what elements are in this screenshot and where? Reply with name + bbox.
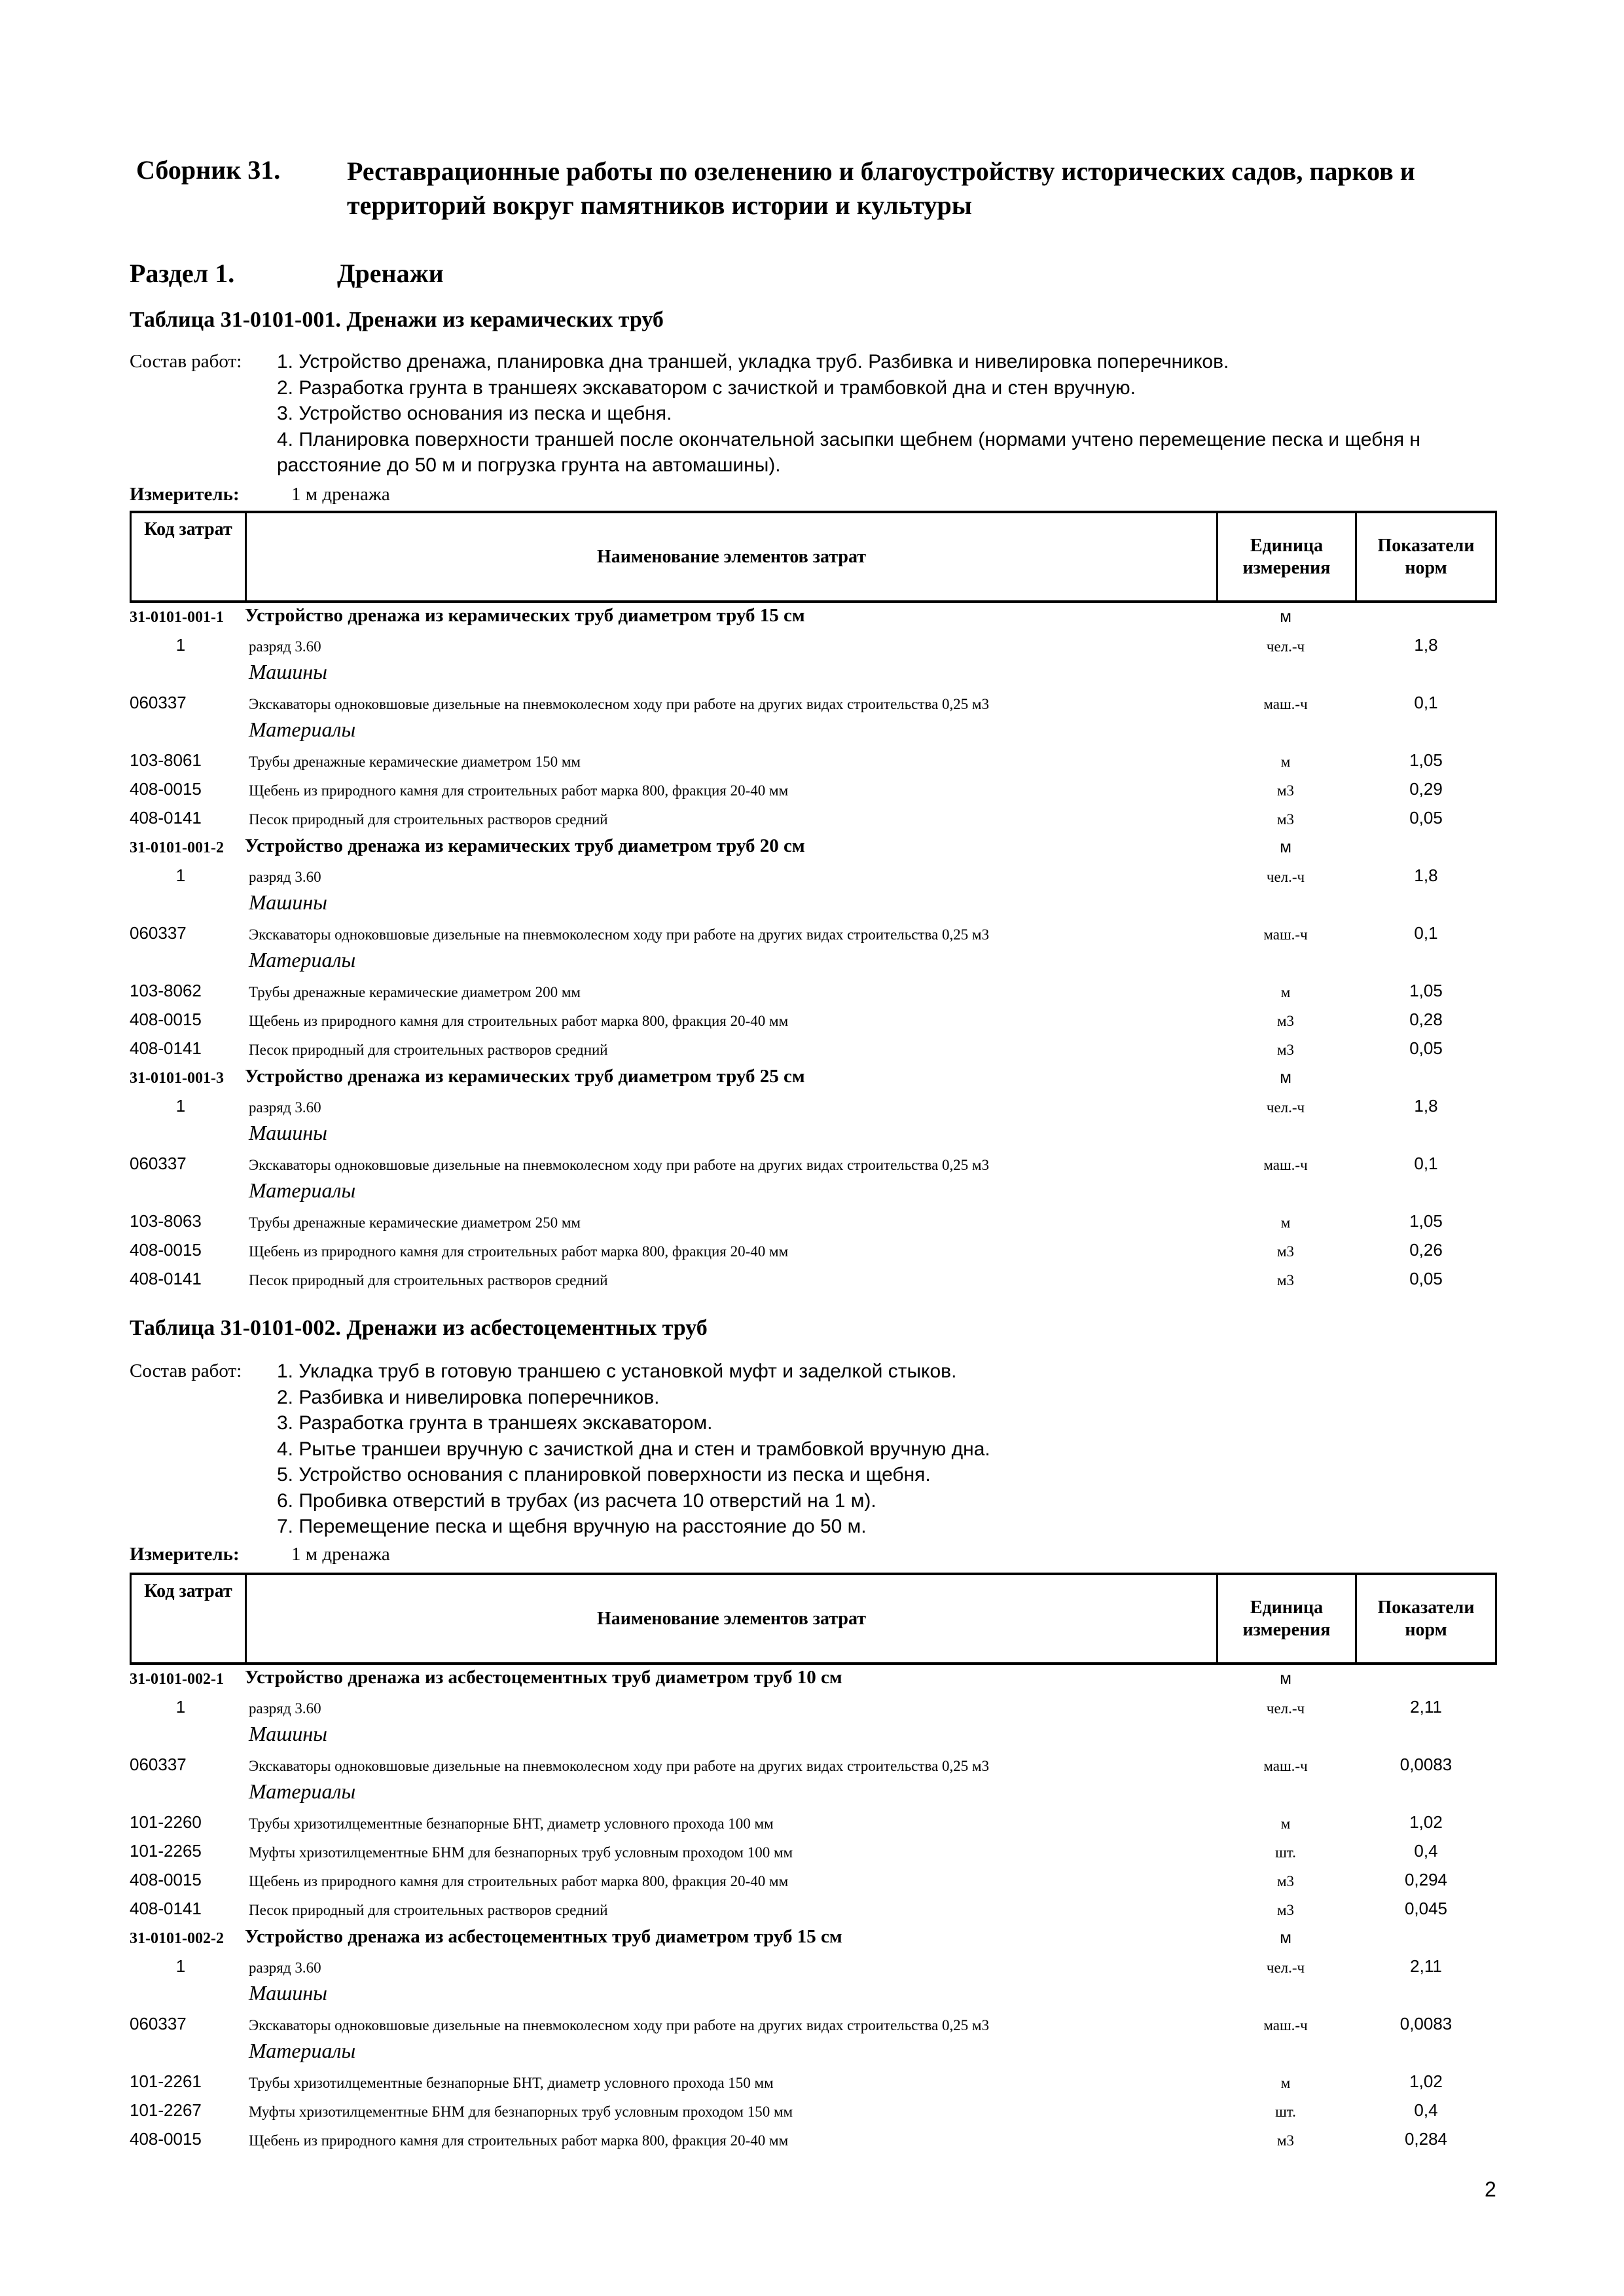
unit: м [1280,2075,1291,2091]
table-row [130,684,1497,713]
unit: м [1280,1927,1291,1947]
cost-code: 1 [175,1096,186,1116]
unit: чел.-ч [1266,869,1305,885]
composition-list [277,349,1488,479]
unit: м [1280,606,1291,626]
composition-label: Состав работ: [130,351,242,372]
cost-name: Машины [249,1121,327,1144]
table-row-category [130,1717,1497,1746]
table-row [130,742,1497,771]
cost-code: 1 [175,866,186,885]
cost-name: Щебень из природного камня для строительных работ марка 800, фракция 20-40 мм [249,1873,789,1889]
table-body [130,598,1497,1289]
unit: м3 [1276,1042,1295,1058]
cost-code: 408-0141 [130,1269,202,1288]
cost-code: 408-0015 [130,1870,202,1889]
cost-code: 408-0141 [130,1899,202,1918]
cost-name: Экскаваторы одноковшовые дизельные на пневмоколесном ходу при работе на других видах строительства 0,25 м3 [249,1758,990,1774]
cost-name: Песок природный для строительных растворов средний [249,811,608,828]
table-row [130,1260,1497,1289]
table-row [130,1087,1497,1116]
cost-code: 31-0101-001-3 [130,1070,224,1087]
cost-code: 101-2267 [130,2100,202,2120]
unit: шт. [1275,2104,1296,2120]
table-row [130,1804,1497,1832]
table-row-category [130,1174,1497,1203]
cost-name: Устройство дренажа из керамических труб диаметром труб 20 см [245,835,805,856]
unit: м [1280,1668,1291,1688]
cost-name: разряд 3.60 [249,869,321,885]
meter-label: Измеритель: [130,484,240,505]
table-header [130,1573,1497,1665]
cost-code: 1 [175,1956,186,1976]
section-label: Раздел 1. [130,259,235,288]
header-unit: Единица измерения [1218,513,1357,600]
header-value: Показатели норм [1377,1597,1475,1640]
unit: маш.-ч [1263,1758,1308,1774]
cost-name: Устройство дренажа из керамических труб диаметром труб 25 см [245,1066,805,1087]
cost-name: разряд 3.60 [249,1959,321,1976]
composition-item: 3. Разработка грунта в траншеях экскаватором. [277,1412,713,1434]
composition-item: 7. Перемещение песка и щебня вручную на расстояние до 50 м. [277,1516,867,1537]
table-header [130,511,1497,603]
norm-value: 1,8 [1414,866,1438,885]
composition-item: 2. Разработка грунта в траншеях экскаватором с зачисткой и трамбовкой дна и стен вручную. [277,376,1136,399]
cost-name: Машины [249,660,327,683]
cost-name: Трубы дренажные керамические диаметром 250 мм [249,1214,581,1231]
table-row-category [130,886,1497,915]
cost-name: разряд 3.60 [249,1099,321,1116]
unit: м3 [1276,1902,1295,1918]
norm-value: 1,8 [1414,1096,1438,1116]
table-row-norm [130,1919,1497,1948]
table-row [130,627,1497,655]
cost-name: Устройство дренажа из асбестоцементных труб диаметром труб 10 см [245,1667,842,1688]
table-body [130,1660,1497,2149]
table-row [130,972,1497,1001]
unit: м [1280,1815,1291,1832]
cost-name: Песок природный для строительных растворов средний [249,1272,608,1288]
cost-code: 103-8063 [130,1211,202,1231]
norm-value: 0,4 [1414,1841,1438,1861]
cost-name: Экскаваторы одноковшовые дизельные на пневмоколесном ходу при работе на других видах строительства 0,25 м3 [249,2017,990,2033]
cost-code: 060337 [130,2014,187,2033]
unit: чел.-ч [1266,1700,1305,1717]
norm-value: 1,05 [1409,981,1443,1000]
norm-value: 0,29 [1409,779,1443,799]
cost-code: 060337 [130,923,187,943]
unit: маш.-ч [1263,926,1308,943]
unit: м3 [1276,1272,1295,1288]
cost-code: 060337 [130,693,187,712]
cost-code: 408-0015 [130,779,202,799]
norm-value: 0,05 [1409,1269,1443,1288]
cost-code: 103-8061 [130,750,202,770]
table-row-norm [130,828,1497,857]
norm-value: 0,1 [1414,923,1438,943]
norm-value: 0,4 [1414,2100,1438,2120]
table-row-norm [130,1059,1497,1087]
table-row [130,2063,1497,2092]
cost-name: Щебень из природного камня для строительных работ марка 800, фракция 20-40 мм [249,1243,789,1260]
cost-name: Муфты хризотилцементные БНМ для безнапорных труб условным проходом 150 мм [249,2104,793,2120]
norm-value: 0,0083 [1399,2014,1453,2033]
norm-value: 0,0083 [1399,1755,1453,1774]
cost-name: Муфты хризотилцементные БНМ для безнапорных труб условным проходом 100 мм [249,1844,793,1861]
page-number: 2 [1485,2178,1496,2201]
cost-name: разряд 3.60 [249,1700,321,1717]
cost-name: Трубы дренажные керамические диаметром 200 мм [249,984,581,1000]
composition-item: 1. Укладка труб в готовую траншею с установкой муфт и заделкой стыков. [277,1360,957,1382]
norm-value: 1,05 [1409,1211,1443,1231]
cost-name: Материалы [249,718,356,741]
unit: шт. [1275,1844,1296,1861]
cost-name: Щебень из природного камня для строительных работ марка 800, фракция 20-40 мм [249,2132,789,2149]
header-code: Код затрат [132,513,247,600]
cost-name: Экскаваторы одноковшовые дизельные на пневмоколесном ходу при работе на других видах строительства 0,25 м3 [249,696,990,712]
table-row [130,1948,1497,1977]
unit: м3 [1276,1243,1295,1260]
table-row-category [130,1775,1497,1804]
composition-item: 3. Устройство основания из песка и щебня. [277,403,672,424]
table-row [130,1890,1497,1919]
composition-label: Состав работ: [130,1360,242,1381]
cost-code: 408-0141 [130,808,202,828]
composition-item: 2. Разбивка и нивелировка поперечников. [277,1386,660,1408]
norm-value: 1,8 [1414,635,1438,655]
meter-label: Измеритель: [130,1544,240,1565]
table-title: Таблица 31-0101-001. Дренажи из керамических труб [130,308,664,332]
cost-name: Устройство дренажа из керамических труб диаметром труб 15 см [245,605,805,626]
section-title: Дренажи [337,259,444,288]
table-row-category [130,1977,1497,2005]
table-row [130,1688,1497,1717]
composition-item: 6. Пробивка отверстий в трубах (из расчета 10 отверстий на 1 м). [277,1489,876,1512]
meter-value: 1 м дренажа [291,484,390,505]
composition-item: 4. Рытье траншеи вручную с зачисткой дна и стен и трамбовкой вручную дна. [277,1438,990,1460]
table-row [130,799,1497,828]
table-row [130,1203,1497,1231]
cost-code: 1 [175,635,186,655]
header-unit: Единица измерения [1218,1575,1357,1662]
norm-value: 1,02 [1409,1812,1443,1832]
unit: м3 [1276,811,1295,828]
header-code: Код затрат [132,1575,247,1662]
table-row [130,2121,1497,2149]
cost-code: 101-2265 [130,1841,202,1861]
cost-name: разряд 3.60 [249,638,321,655]
cost-code: 1 [175,1697,186,1717]
unit: м3 [1276,782,1295,799]
norm-value: 0,284 [1404,2129,1448,2149]
cost-code: 103-8062 [130,981,202,1000]
cost-code: 31-0101-001-2 [130,839,224,856]
table-row [130,1030,1497,1059]
table-title: Таблица 31-0101-002. Дренажи из асбестоцементных труб [130,1316,708,1340]
norm-value: 1,05 [1409,750,1443,770]
unit: м [1280,984,1291,1000]
cost-name: Материалы [249,1779,356,1803]
table-row [130,771,1497,799]
cost-name: Экскаваторы одноковшовые дизельные на пневмоколесном ходу при работе на других видах строительства 0,25 м3 [249,1157,990,1173]
norm-value: 0,28 [1409,1010,1443,1029]
cost-name: Щебень из природного камня для строительных работ марка 800, фракция 20-40 мм [249,1013,789,1029]
table-row-category [130,943,1497,972]
table-row [130,1145,1497,1174]
cost-name: Трубы дренажные керамические диаметром 150 мм [249,754,581,770]
unit: чел.-ч [1266,1959,1305,1976]
table-row [130,915,1497,943]
unit: м3 [1276,2132,1295,2149]
unit: маш.-ч [1263,2017,1308,2033]
norm-value: 0,05 [1409,808,1443,828]
cost-name: Материалы [249,948,356,972]
header-name: Наименование элементов затрат [247,1575,1218,1662]
norm-value: 0,26 [1409,1240,1443,1260]
table-row-category [130,1116,1497,1145]
table-row [130,1746,1497,1775]
unit: чел.-ч [1266,1099,1305,1116]
table-row-category [130,713,1497,742]
header-value: Показатели норм [1377,535,1475,578]
cost-name: Песок природный для строительных растворов средний [249,1042,608,1058]
composition-item: 1. Устройство дренажа, планировка дна траншей, укладка труб. Разбивка и нивелировка поперечников. [277,351,1229,373]
table-row [130,1231,1497,1260]
cost-name: Песок природный для строительных растворов средний [249,1902,608,1918]
cost-code: 408-0015 [130,1010,202,1029]
cost-name: Устройство дренажа из асбестоцементных труб диаметром труб 15 см [245,1926,842,1947]
table-row [130,1861,1497,1890]
unit: м [1280,1067,1291,1087]
unit: м [1280,837,1291,856]
cost-name: Экскаваторы одноковшовые дизельные на пневмоколесном ходу при работе на других видах строительства 0,25 м3 [249,926,990,943]
norm-value: 0,1 [1414,1154,1438,1173]
table-row [130,857,1497,886]
header-name: Наименование элементов затрат [247,513,1218,600]
cost-code: 31-0101-002-1 [130,1671,224,1688]
cost-name: Трубы хризотилцементные безнапорные БНТ, диаметр условного прохода 100 мм [249,1815,774,1832]
table-row-norm [130,1660,1497,1688]
unit: маш.-ч [1263,696,1308,712]
collection-title: Реставрационные работы по озеленению и благоустройству исторических садов, парков и территорий вокруг памятников истории и культуры [347,156,1415,220]
cost-code: 060337 [130,1154,187,1173]
cost-name: Машины [249,1981,327,2005]
table-row [130,1001,1497,1030]
cost-name: Материалы [249,2039,356,2062]
cost-name: Машины [249,1722,327,1745]
composition-item: 5. Устройство основания с планировкой поверхности из песка и щебня. [277,1464,931,1485]
norm-value: 0,294 [1404,1870,1448,1889]
norm-value: 2,11 [1410,1956,1442,1976]
unit: маш.-ч [1263,1157,1308,1173]
norm-value: 2,11 [1410,1697,1442,1717]
table-row-category [130,655,1497,684]
norm-value: 0,1 [1414,693,1438,712]
unit: м3 [1276,1873,1295,1889]
collection-label: Сборник 31. [136,155,281,185]
cost-code: 101-2260 [130,1812,202,1832]
composition-list [277,1358,1488,1540]
cost-name: Щебень из природного камня для строительных работ марка 800, фракция 20-40 мм [249,782,789,799]
cost-code: 408-0015 [130,2129,202,2149]
table-row [130,1832,1497,1861]
cost-code: 408-0015 [130,1240,202,1260]
table-row [130,2005,1497,2034]
unit: м3 [1276,1013,1295,1029]
table-row [130,2092,1497,2121]
unit: м [1280,754,1291,770]
table-row-norm [130,598,1497,627]
norm-value: 0,05 [1409,1038,1443,1058]
cost-code: 060337 [130,1755,187,1774]
composition-item: 4. Планировка поверхности траншей после окончательной засыпки щебнем (нормами учтено перемещение песка и щебня н [277,428,1421,450]
unit: чел.-ч [1266,638,1305,655]
norm-value: 1,02 [1409,2071,1443,2091]
cost-code: 408-0141 [130,1038,202,1058]
norm-value: 0,045 [1404,1899,1448,1918]
cost-name: Трубы хризотилцементные безнапорные БНТ, диаметр условного прохода 150 мм [249,2075,774,2091]
table-row-category [130,2034,1497,2063]
composition-item: расстояние до 50 м и погрузка грунта на автомашины). [277,454,781,476]
unit: м [1280,1214,1291,1231]
cost-code: 31-0101-002-2 [130,1930,224,1947]
cost-code: 31-0101-001-1 [130,609,224,626]
cost-name: Материалы [249,1178,356,1202]
meter-value: 1 м дренажа [291,1544,390,1565]
cost-code: 101-2261 [130,2071,202,2091]
cost-name: Машины [249,890,327,914]
